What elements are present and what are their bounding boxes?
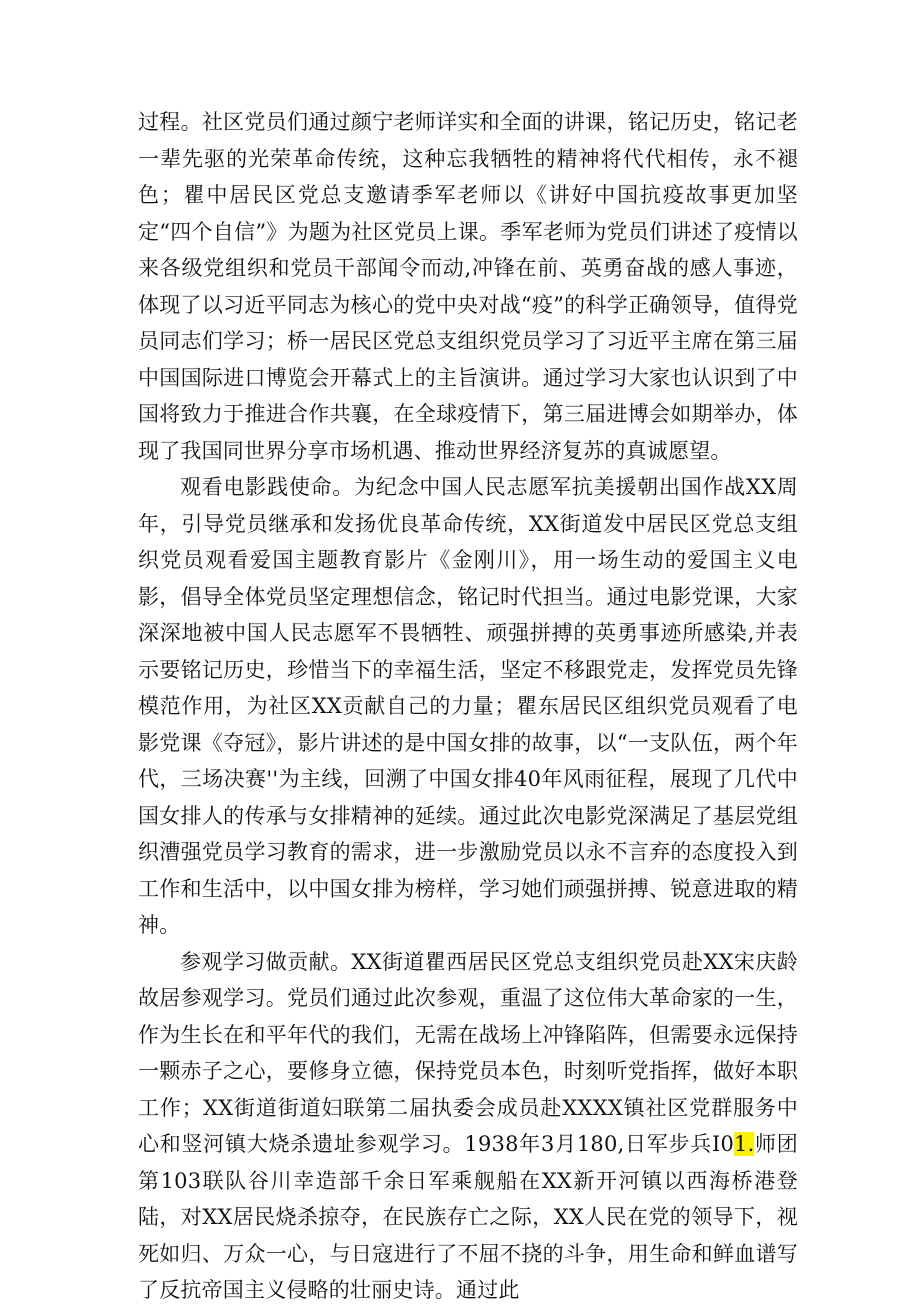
paragraph-3	[138, 944, 798, 1309]
paragraph-3-text-after: 师团第103联队谷川幸造部千余日军乘舰船在XX新开河镇以西海桥港登陆，对XX居民烧杀掠夺，在民族存亡之际，XX人民在党的领导下，视死如归、万众一心，与日寇进行了不屈不挠的斗争，用生命和鲜血谱写了反抗帝国主义侵略的壮丽史诗。通过此	[138, 1132, 798, 1302]
document-page	[138, 104, 798, 1309]
paragraph-1: 过程。社区党员们通过颜宁老师详实和全面的讲课，铭记历史，铭记老一辈先驱的光荣革命传统，这种忘我牺牲的精神将代代相传，永不褪色；瞿中居民区党总支邀请季军老师以《讲好中国抗疫故事更加坚定“四个自信”》为题为社区党员上课。季军老师为党员们讲述了疫情以来各级党组织和党员干部闻令而动,冲锋在前、英勇奋战的感人事迹，体现了以习近平同志为核心的党中央对战“疫”的科学正确领导，值得党员同志们学习；桥一居民区党总支组织党员学习了习近平主席在第三届中国国际进口博览会开幕式上的主旨演讲。通过学习大家也认识到了中国将致力于推进合作共襄，在全球疫情下，第三届进博会如期举办，体现了我国同世界分享市场机遇、推动世界经济复苏的真诚愿望。	[138, 110, 798, 463]
highlighted-text: 1.	[734, 1132, 755, 1156]
paragraph-3-text-before: 参观学习做贡献。XX街道瞿西居民区党总支组织党员赴XX宋庆龄故居参观学习。党员们通过此次参观，重温了这位伟大革命家的一生，作为生长在和平年代的我们，无需在战场上冲锋陷阵，但需要永远保持一颗赤子之心，要修身立德，保持党员本色，时刻听党指挥，做好本职工作；XX街道街道妇联第二届执委会成员赴XXXX镇社区党群服务中心和竖河镇大烧杀遗址参观学习。1938年3月180,日军步兵I0	[138, 949, 798, 1156]
paragraph-2: 观看电影践使命。为纪念中国人民志愿军抗美援朝出国作战XX周年，引导党员继承和发扬优良革命传统，XX街道发中居民区党总支组织党员观看爱国主题教育影片《金刚川》，用一场生动的爱国主义电影，倡导全体党员坚定理想信念，铭记时代担当。通过电影党课，大家深深地被中国人民志愿军不畏牺牲、顽强拼搏的英勇事迹所感染,并表示要铭记历史，珍惜当下的幸福生活，坚定不移跟党走，发挥党员先锋模范作用，为社区XX贡献自己的力量；瞿东居民区组织党员观看了电影党课《夺冠》，影片讲述的是中国女排的故事，以“一支队伍，两个年代，三场决赛''为主线，回溯了中国女排40年风雨征程，展现了几代中国女排人的传承与女排精神的延续。通过此次电影党深满足了基层党组织漕强党员学习教育的需求，进一步激励党员以永不言弃的态度投入到工作和生活中，以中国女排为榜样，学习她们顽强拼搏、锐意进取的精神。	[138, 475, 798, 937]
